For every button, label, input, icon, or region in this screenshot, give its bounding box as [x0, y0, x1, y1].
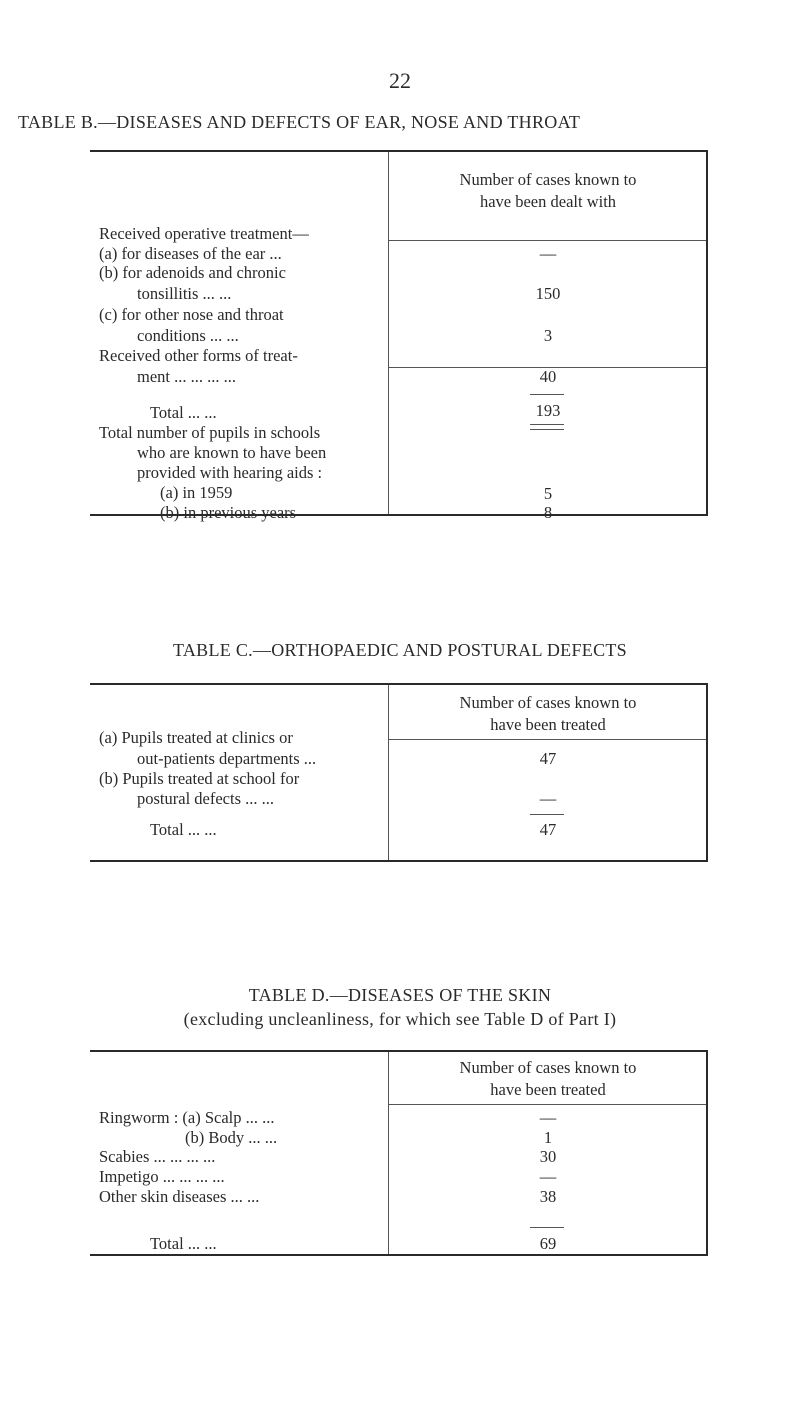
- table-c: [90, 683, 708, 862]
- value-other-nose: 3: [543, 326, 553, 345]
- row-label-ear: (a) for diseases of the ear ...: [99, 244, 282, 263]
- value-other-forms: 40: [539, 367, 557, 386]
- row-label-scabies: Scabies ... ... ... ...: [99, 1147, 216, 1166]
- table-c-title: TABLE C.—ORTHOPAEDIC AND POSTURAL DEFECTS: [173, 640, 627, 660]
- row-label-hearing-1: Total number of pupils in schools: [99, 423, 321, 442]
- table-c-column-divider: [388, 685, 389, 860]
- value-postural: —: [539, 789, 557, 808]
- row-label-adenoids-1: (b) for adenoids and chronic: [99, 263, 286, 282]
- table-b-header-line-2: have been dealt with: [479, 192, 617, 211]
- value-ringworm-body: 1: [543, 1128, 553, 1147]
- table-c-header-line-1: Number of cases known to: [459, 693, 637, 712]
- row-label-ringworm-body: (b) Body ... ...: [185, 1128, 278, 1147]
- table-d-subtitle: (excluding uncleanliness, for which see Table D of Part I): [183, 1009, 617, 1029]
- table-c-top-rule: [90, 683, 708, 685]
- page-number: 22: [389, 68, 411, 93]
- table-c-bottom-rule: [90, 860, 708, 862]
- table-c-header-rule: [388, 739, 706, 740]
- row-label-hearing-3: provided with hearing aids :: [137, 463, 323, 482]
- table-d-bottom-rule: [90, 1254, 708, 1256]
- row-label-impetigo: Impetigo ... ... ... ...: [99, 1167, 225, 1186]
- value-total: 193: [535, 401, 561, 420]
- table-d: [90, 1050, 708, 1256]
- value-total: 47: [539, 820, 557, 839]
- table-d-column-divider: [388, 1052, 389, 1254]
- value-other-skin: 38: [539, 1187, 557, 1206]
- table-d-header-line-2: have been treated: [490, 1080, 606, 1099]
- row-label-clinics-2: out-patients departments ...: [137, 749, 317, 768]
- value-ear: —: [539, 244, 557, 263]
- table-d-top-rule: [90, 1050, 708, 1052]
- row-label-other-nose-1: (c) for other nose and throat: [99, 305, 284, 324]
- table-b-column-header: [390, 169, 706, 213]
- table-b-title: TABLE B.—DISEASES AND DEFECTS OF EAR, NOSE AND THROAT: [18, 112, 581, 132]
- total-double-rule: [530, 424, 564, 430]
- table-c-header-line-2: have been treated: [490, 715, 606, 734]
- table-d-title: TABLE D.—DISEASES OF THE SKIN: [248, 985, 552, 1005]
- row-label-hearing-previous: (b) in previous years: [160, 503, 297, 522]
- row-label-total: Total ... ...: [150, 403, 217, 422]
- table-d-value-total: 69: [539, 1234, 557, 1253]
- table-d-total-rule: [530, 1227, 564, 1228]
- table-b: [90, 150, 708, 522]
- row-label-adenoids-2: tonsillitis ... ...: [137, 284, 232, 303]
- row-label-ringworm-scalp: Ringworm : (a) Scalp ... ...: [99, 1108, 275, 1127]
- row-label-hearing-1959: (a) in 1959: [160, 483, 233, 502]
- total-rule: [530, 814, 564, 815]
- value-scabies: 30: [539, 1147, 557, 1166]
- row-label-other-nose-2: conditions ... ...: [137, 326, 239, 345]
- row-label-total: Total ... ...: [150, 820, 217, 839]
- table-d-column-header: [390, 1057, 706, 1101]
- table-b-right-border: [706, 152, 708, 516]
- row-label-postural-1: (b) Pupils treated at school for: [99, 769, 300, 788]
- table-d-header-line-1: Number of cases known to: [459, 1058, 637, 1077]
- table-d-header-rule: [388, 1104, 706, 1105]
- row-label-other-forms-1: Received other forms of treat-: [99, 346, 298, 365]
- table-d-row-label-total: Total ... ...: [150, 1234, 217, 1253]
- table-c-right-border: [706, 685, 708, 862]
- row-label-postural-2: postural defects ... ...: [137, 789, 275, 808]
- value-ringworm-scalp: —: [539, 1108, 557, 1127]
- row-label-clinics-1: (a) Pupils treated at clinics or: [99, 728, 293, 747]
- value-hearing-1959: 5: [543, 484, 553, 503]
- value-clinics: 47: [539, 749, 557, 768]
- table-b-column-divider: [388, 152, 389, 514]
- table-d-right-border: [706, 1052, 708, 1256]
- value-impetigo: —: [539, 1167, 557, 1186]
- row-label-received-operative: Received operative treatment—: [99, 224, 309, 243]
- table-c-column-header: [390, 692, 706, 736]
- value-adenoids: 150: [535, 284, 561, 303]
- row-label-other-forms-2: ment ... ... ... ...: [137, 367, 236, 386]
- row-label-hearing-2: who are known to have been: [137, 443, 327, 462]
- table-b-header-line-1: Number of cases known to: [459, 170, 637, 189]
- table-b-top-rule: [90, 150, 708, 152]
- subtotal-rule: [530, 394, 564, 395]
- row-label-other-skin: Other skin diseases ... ...: [99, 1187, 260, 1206]
- value-hearing-previous: 8: [543, 503, 553, 522]
- table-b-header-rule: [388, 240, 706, 241]
